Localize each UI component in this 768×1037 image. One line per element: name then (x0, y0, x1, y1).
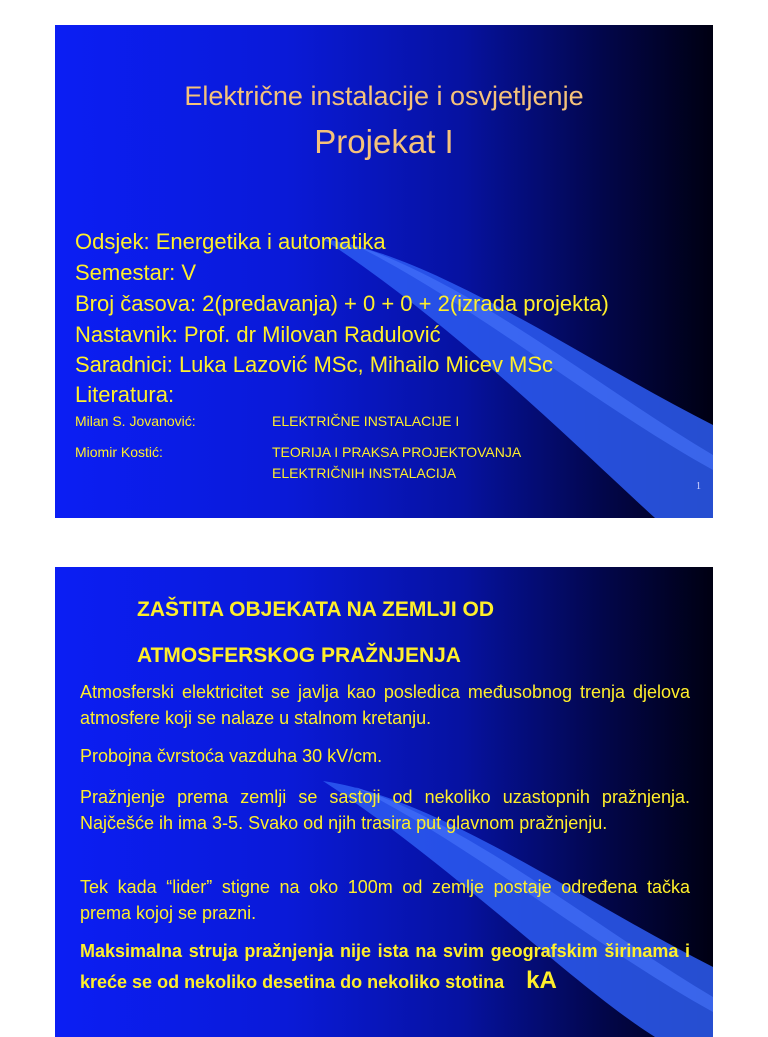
literature-title-2-line-2: ELEKTRIČNIH INSTALACIJA (272, 465, 457, 481)
paragraph-atmospheric-electricity: Atmosferski elektricitet se javlja kao posledica međusobnog trenja djelova atmosfere koji se nalaze u stalnom kretanju. (80, 682, 690, 728)
slide-heading-line-1: ZAŠTITA OBJEKATA NA ZEMLJI OD (137, 598, 494, 621)
semester-line: Semestar: V (75, 260, 197, 285)
hours-line: Broj časova: 2(predavanja) + 0 + 0 + 2(izrada projekta) (75, 291, 609, 316)
literature-author-2: Miomir Kostić: (75, 444, 163, 460)
paragraph-max-current (80, 937, 690, 997)
paragraph-discharge: Pražnjenje prema zemlji se sastoji od nekoliko uzastopnih pražnjenja. Najčešće ih ima 3-5. Svako od njih trasira put glavnom pražnjenju. (80, 787, 690, 833)
literature-title-2-line-1: TEORIJA I PRAKSA PROJEKTOVANJA (272, 444, 522, 460)
teacher-line: Nastavnik: Prof. dr Milovan Radulović (75, 322, 441, 347)
slide-1 (55, 25, 713, 518)
literature-label: Literatura: (75, 382, 175, 407)
page-number: 1 (696, 481, 701, 492)
slide-subtitle: Projekat I (314, 123, 454, 160)
literature-author-1: Milan S. Jovanović: (75, 413, 196, 429)
literature-title-1: ELEKTRIČNE INSTALACIJE I (272, 413, 460, 429)
assistants-line: Saradnici: Luka Lazović MSc, Mihailo Micev MSc (75, 352, 554, 377)
slide-2 (55, 567, 713, 1037)
unit-ka: kA (526, 967, 557, 994)
department-line: Odsjek: Energetika i automatika (75, 229, 386, 254)
max-current-text: Maksimalna struja pražnjenja nije ista na svim geografskim širinama i kreće se od nekoliko desetina do nekoliko stotina (80, 941, 690, 992)
slide-title: Električne instalacije i osvjetljenje (184, 81, 584, 111)
slide-heading-line-2: ATMOSFERSKOG PRAŽNJENJA (137, 644, 461, 667)
paragraph-leader: Tek kada “lider” stigne na oko 100m od zemlje postaje određena tačka prema kojoj se prazni. (80, 877, 690, 923)
paragraph-breakdown-strength: Probojna čvrstoća vazduha 30 kV/cm. (80, 746, 383, 766)
